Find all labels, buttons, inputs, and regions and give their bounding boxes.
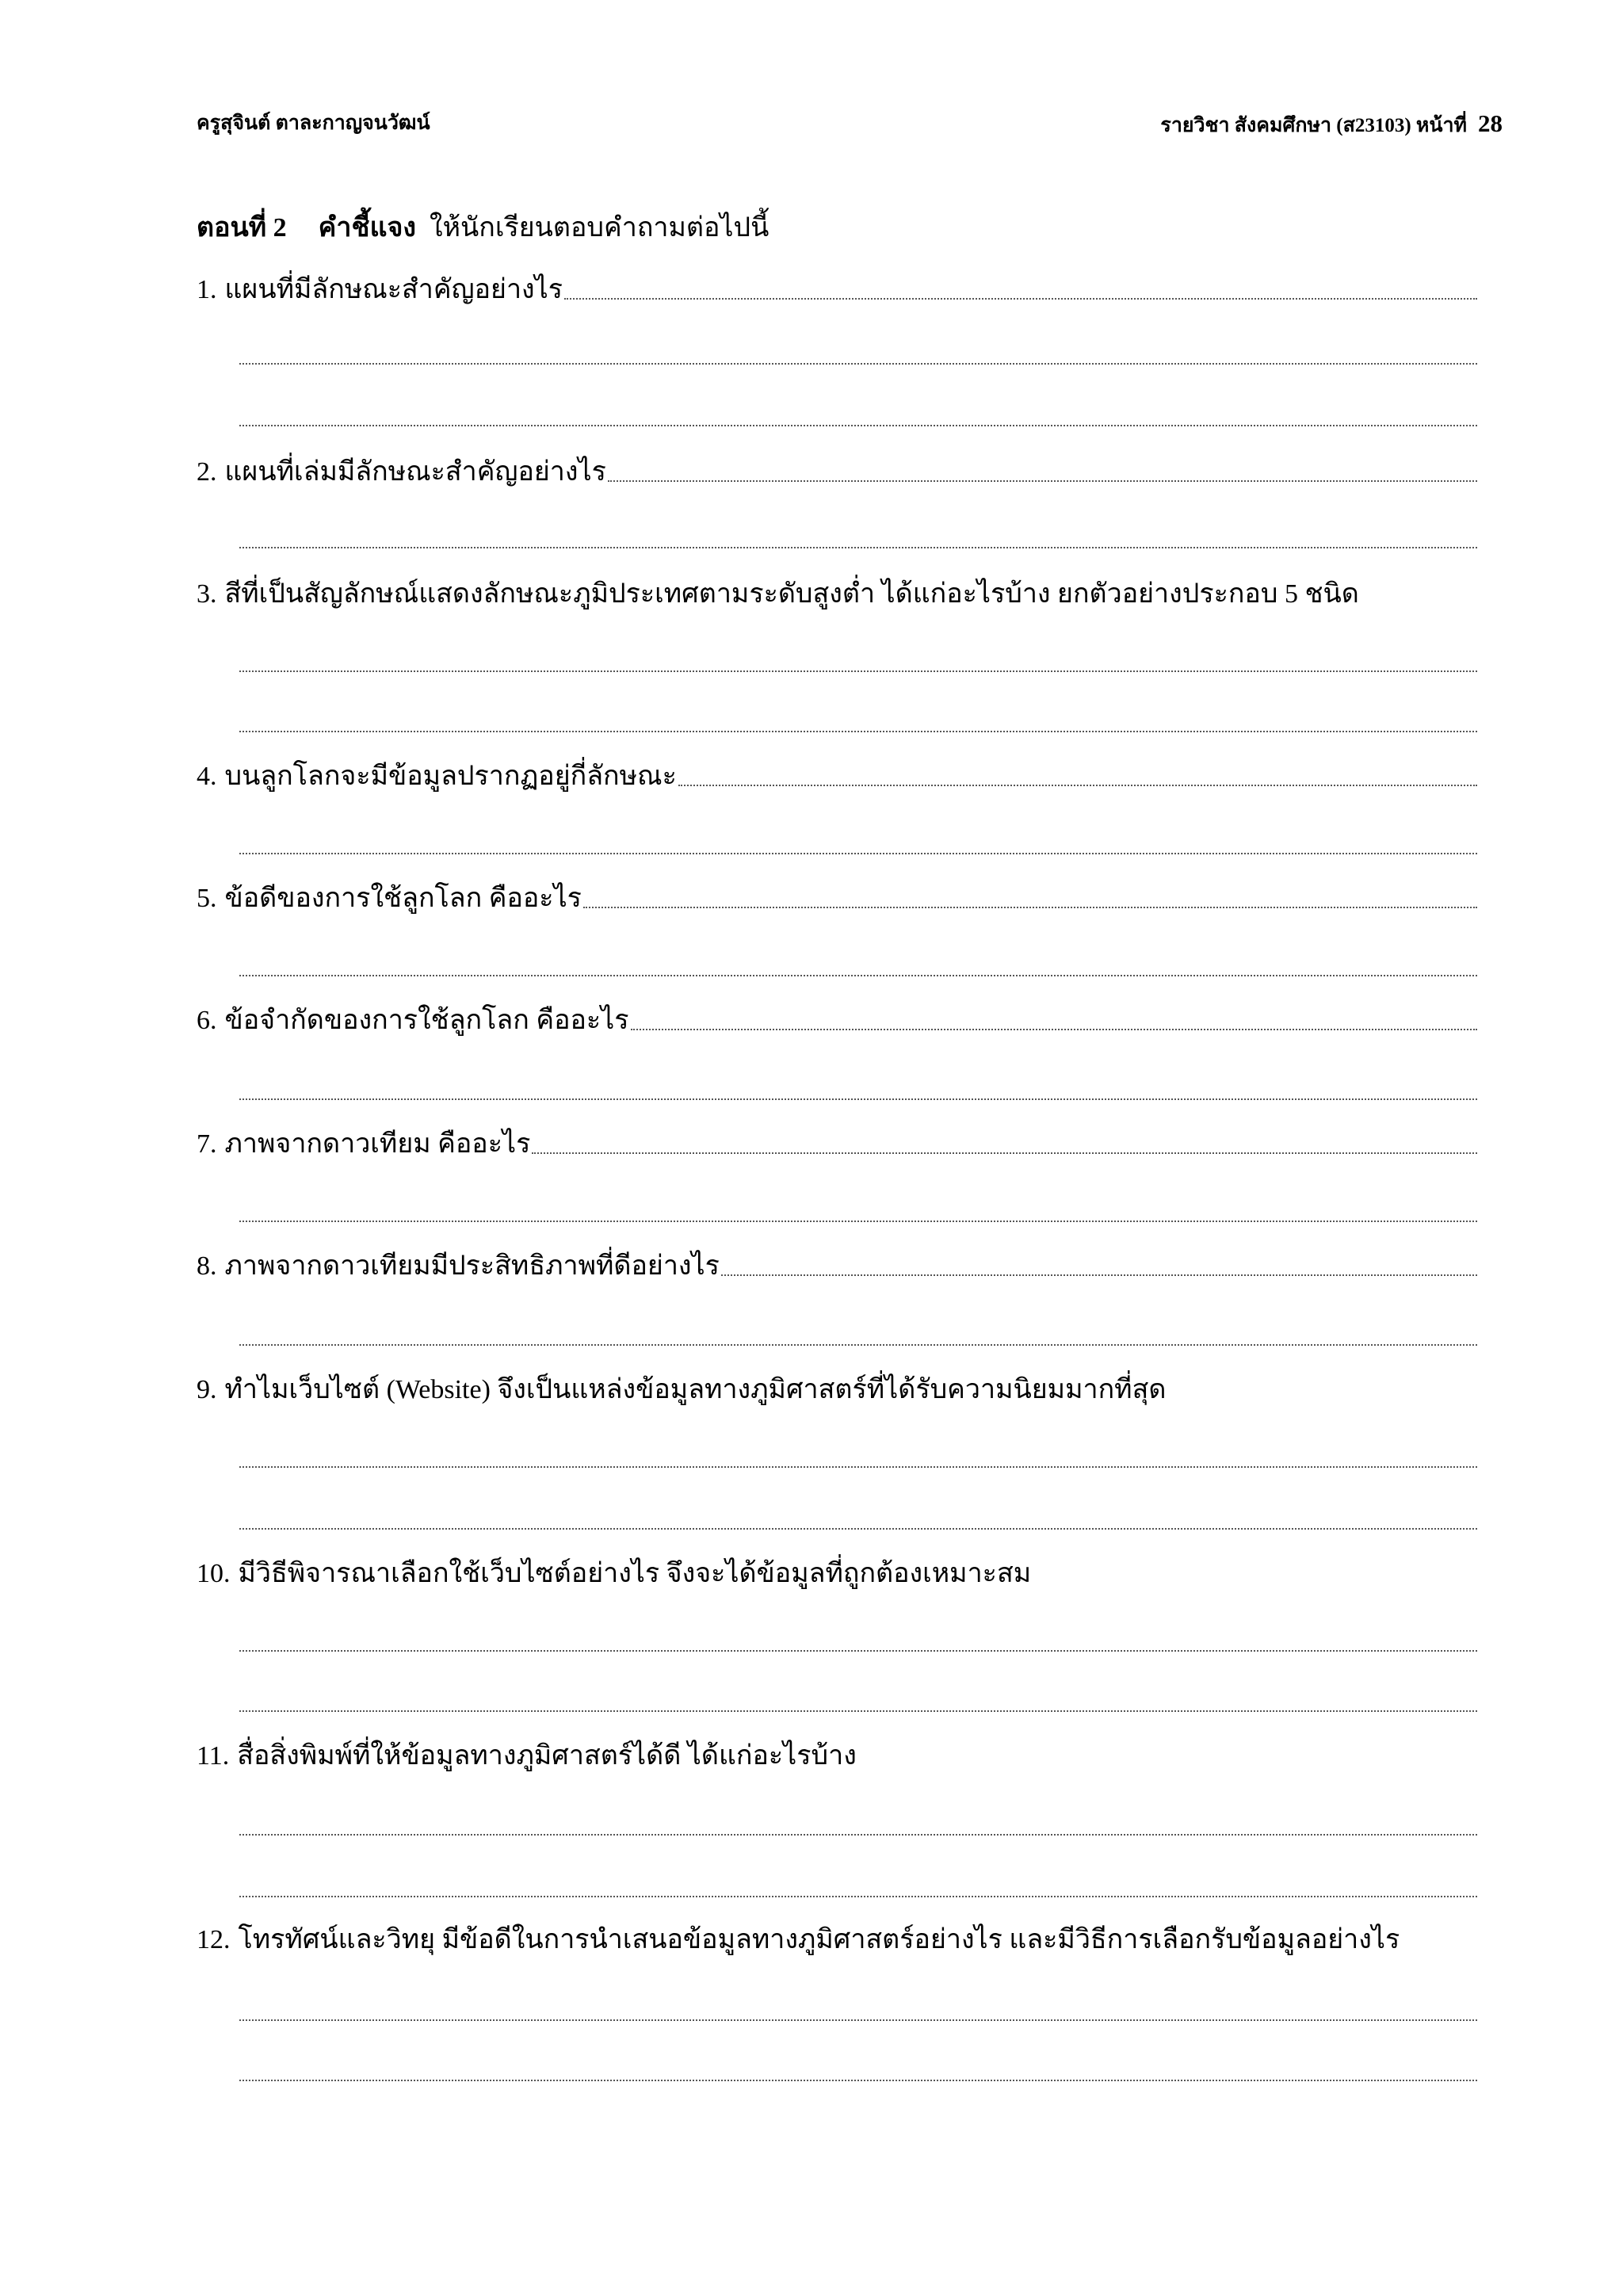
answer-line[interactable] xyxy=(239,1466,1477,1468)
question-text: โทรทัศน์และวิทยุ มีข้อดีในการนำเสนอข้อมูลทางภูมิศาสตร์อย่างไร และมีวิธีการเลือกรับข้อมูลอย่างไร xyxy=(238,1925,1400,1954)
question-number: 9. xyxy=(197,1375,217,1404)
instruction-label: คำชี้แจง xyxy=(318,213,417,243)
answer-line[interactable] xyxy=(239,547,1477,548)
answer-line[interactable] xyxy=(678,785,1477,786)
answer-line[interactable] xyxy=(239,853,1477,854)
header-author: ครูสุจินต์ ตาละกาญจนวัฒน์ xyxy=(197,113,430,134)
question-7 xyxy=(197,1125,1477,1163)
answer-line[interactable] xyxy=(239,1344,1477,1346)
question-text: แผนที่เล่มมีลักษณะสำคัญอย่างไร xyxy=(224,457,606,487)
header-subject-text: รายวิชา สังคมศึกษา (ส23103) หน้าที่ xyxy=(1160,115,1467,136)
question-number: 10. xyxy=(197,1559,231,1588)
answer-line[interactable] xyxy=(239,1710,1477,1712)
question-3 xyxy=(197,575,1477,613)
question-10 xyxy=(197,1555,1477,1593)
question-number: 7. xyxy=(197,1129,217,1159)
question-text: ภาพจากดาวเทียมมีประสิทธิภาพที่ดีอย่างไร xyxy=(224,1251,720,1281)
page-number: 28 xyxy=(1478,109,1503,137)
answer-line[interactable] xyxy=(631,1029,1477,1030)
answer-line[interactable] xyxy=(239,425,1477,426)
question-text: ข้อดีของการใช้ลูกโลก คืออะไร xyxy=(224,884,582,913)
answer-line[interactable] xyxy=(239,731,1477,732)
question-5 xyxy=(197,880,1477,918)
question-1 xyxy=(197,271,1477,309)
question-number: 1. xyxy=(197,275,217,304)
answer-line[interactable] xyxy=(239,2019,1477,2021)
question-11 xyxy=(197,1737,1477,1775)
answer-line[interactable] xyxy=(608,480,1477,482)
instruction-text: ให้นักเรียนตอบคำถามต่อไปนี้ xyxy=(430,213,769,243)
question-text: ภาพจากดาวเทียม คืออะไร xyxy=(224,1129,531,1159)
answer-line[interactable] xyxy=(583,907,1477,908)
question-text: ข้อจำกัดของการใช้ลูกโลก คืออะไร xyxy=(224,1006,629,1035)
answer-line[interactable] xyxy=(239,975,1477,976)
answer-line[interactable] xyxy=(239,1098,1477,1100)
answer-line[interactable] xyxy=(239,363,1477,365)
answer-line[interactable] xyxy=(239,1650,1477,1652)
question-text: บนลูกโลกจะมีข้อมูลปรากฏอยู่กี่ลักษณะ xyxy=(224,762,677,791)
answer-line[interactable] xyxy=(239,2080,1477,2081)
question-2 xyxy=(197,453,1477,491)
section-part: ตอนที่ 2 xyxy=(197,213,287,243)
question-number: 5. xyxy=(197,884,217,913)
question-6 xyxy=(197,1002,1477,1040)
answer-line[interactable] xyxy=(239,1528,1477,1530)
question-9 xyxy=(197,1371,1477,1409)
question-text: ทำไมเว็บไซต์ (Website) จึงเป็นแหล่งข้อมูลทางภูมิศาสตร์ที่ได้รับความนิยมมากที่สุด xyxy=(224,1375,1167,1404)
question-4 xyxy=(197,758,1477,796)
answer-line[interactable] xyxy=(532,1152,1477,1154)
question-text: มีวิธีพิจารณาเลือกใช้เว็บไซต์อย่างไร จึงจะได้ข้อมูลที่ถูกต้องเหมาะสม xyxy=(238,1559,1032,1588)
section-heading xyxy=(197,209,769,247)
answer-line[interactable] xyxy=(721,1274,1477,1276)
answer-line[interactable] xyxy=(239,1834,1477,1836)
answer-line[interactable] xyxy=(239,670,1477,672)
question-number: 4. xyxy=(197,762,217,791)
answer-line[interactable] xyxy=(564,298,1477,300)
question-text: สื่อสิ่งพิมพ์ที่ให้ข้อมูลทางภูมิศาสตร์ได้ดี ได้แก่อะไรบ้าง xyxy=(237,1741,857,1771)
question-number: 3. xyxy=(197,579,217,609)
answer-line[interactable] xyxy=(239,1896,1477,1897)
question-number: 2. xyxy=(197,457,217,487)
answer-line[interactable] xyxy=(239,1221,1477,1222)
question-text: สีที่เป็นสัญลักษณ์แสดงลักษณะภูมิประเทศตามระดับสูงต่ำ ได้แก่อะไรบ้าง ยกตัวอย่างประกอบ 5 ชนิด xyxy=(224,579,1359,609)
question-8 xyxy=(197,1247,1477,1286)
question-number: 11. xyxy=(197,1741,230,1771)
question-number: 8. xyxy=(197,1251,217,1281)
question-12 xyxy=(197,1921,1477,1959)
question-number: 6. xyxy=(197,1006,217,1035)
header-subject xyxy=(1160,108,1503,142)
question-text: แผนที่มีลักษณะสำคัญอย่างไร xyxy=(224,275,563,304)
question-number: 12. xyxy=(197,1925,231,1954)
